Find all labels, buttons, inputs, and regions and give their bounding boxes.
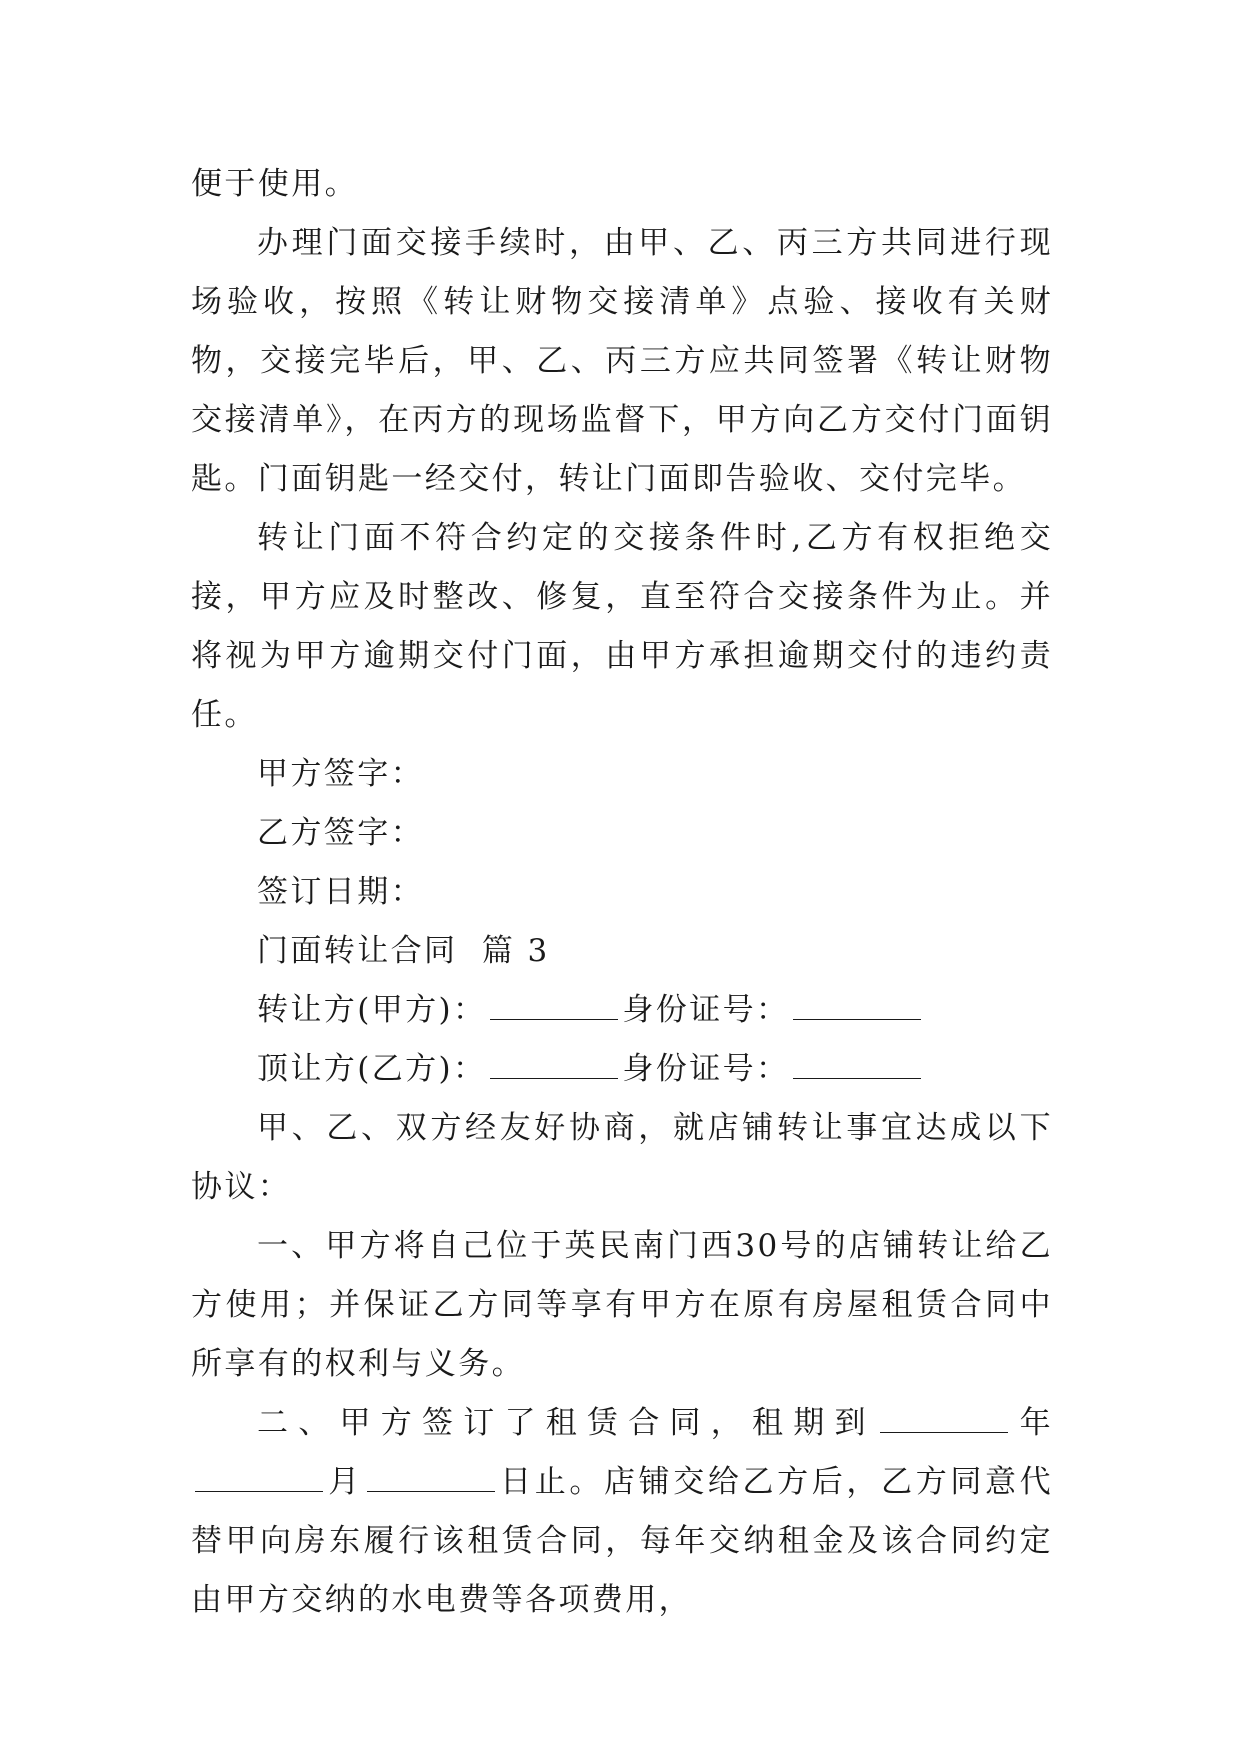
clause-two [191, 1394, 1053, 1630]
transferee-id-label: 身份证号： [622, 1051, 790, 1087]
paragraph-continuation: 便于使用。 [191, 166, 358, 202]
document-body [191, 155, 1053, 1630]
lease-month-blank [195, 1453, 323, 1492]
clause-two-rest: 日止。店铺交给乙方后，乙方同意代替甲向房东履行该租赁合同，每年交纳租金及该合同约定由甲方交纳的水电费等各项费用， [191, 1464, 1053, 1618]
transferee-label: 顶让方(乙方)： [257, 1051, 487, 1087]
transferee-id-blank [793, 1040, 921, 1079]
clause-one: 一、甲方将自己位于英民南门西30号的店铺转让给乙方使用；并保证乙方同等享有甲方在原有房屋租赁合同中所享有的权利与义务。 [191, 1228, 1053, 1382]
transferor-name-blank [490, 981, 618, 1020]
clause-two-lead: 二、甲方签订了租赁合同，租期到 [257, 1405, 876, 1441]
transferor-id-blank [793, 981, 921, 1020]
transferor-id-label: 身份证号： [622, 992, 790, 1028]
clause-two-month: 月 [327, 1464, 363, 1500]
clause-two-year: 年 [1011, 1405, 1053, 1441]
lease-year-blank [880, 1394, 1008, 1433]
signing-date: 签订日期： [257, 874, 424, 910]
transferor-label: 转让方(甲方)： [257, 992, 487, 1028]
transferee-name-blank [490, 1040, 618, 1079]
transferee-line [191, 1040, 1053, 1099]
transferor-line [191, 981, 1053, 1040]
section-title: 门面转让合同 篇 3 [257, 933, 550, 969]
paragraph-agreement: 甲、乙、双方经友好协商，就店铺转让事宜达成以下协议： [191, 1110, 1053, 1205]
paragraph-handover-conditions: 转让门面不符合约定的交接条件时,乙方有权拒绝交接，甲方应及时整改、修复，直至符合交接条件为止。并将视为甲方逾期交付门面，由甲方承担逾期交付的违约责任。 [191, 520, 1053, 733]
lease-day-blank [367, 1453, 495, 1492]
signature-party-b: 乙方签字： [257, 815, 424, 851]
paragraph-handover: 办理门面交接手续时，由甲、乙、丙三方共同进行现场验收，按照《转让财物交接清单》点验、接收有关财物，交接完毕后，甲、乙、丙三方应共同签署《转让财物交接清单》，在丙方的现场监督下，甲方向乙方交付门面钥匙。门面钥匙一经交付，转让门面即告验收、交付完毕。 [191, 225, 1053, 497]
signature-party-a: 甲方签字： [257, 756, 424, 792]
